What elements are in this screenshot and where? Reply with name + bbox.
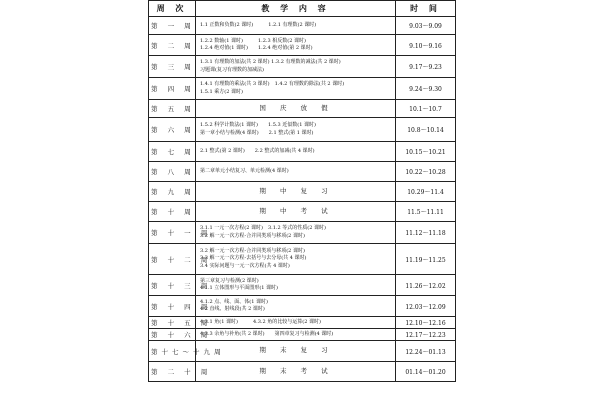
content-cell: [196, 182, 396, 202]
week-cell: 第 十 六 周: [149, 329, 196, 341]
content-line: 期 末 考 试: [259, 366, 334, 375]
content-line: 第三章复习与检测(2 课时): [200, 277, 259, 284]
time-cell: 9.10～9.16: [396, 35, 456, 56]
week-cell: 第 一 周: [149, 17, 196, 35]
content-line: 3.1.1 一元一次方程(2 课时) 3.1.2 等式的性质(2 课时): [200, 225, 326, 231]
time-cell: 10.22～10.28: [396, 162, 456, 182]
content-line: 1.2.4 绝对值(1 课时) 1.2.4 绝对值(第 2 课时): [200, 45, 313, 51]
schedule-sheet: [148, 0, 455, 400]
table-row: [149, 56, 456, 78]
content-line: 1.2.2 数轴(1 课时) 1.2.3 相反数(2 课时): [200, 37, 306, 44]
time-cell: 9.24～9.30: [396, 78, 456, 100]
time-cell: 11.26～12.02: [396, 275, 456, 296]
week-cell: 第十七～十九周: [149, 341, 196, 362]
week-cell: 第 七 周: [149, 142, 196, 162]
time-cell: 10.8～10.14: [396, 118, 456, 142]
time-cell: 01.14～01.20: [396, 362, 456, 382]
content-line: 3.3 解一元一次方程-去括号与去分母(共 4 课时): [200, 255, 307, 262]
content-cell: [196, 275, 396, 296]
content-cell: [196, 162, 396, 182]
content-line: 4.3.3 余角与补角(共 2 课时) 第四章复习与检测(4 课时): [200, 330, 334, 337]
time-cell: 12.24～01.13: [396, 341, 456, 362]
table-row: [149, 244, 456, 275]
table-row: [149, 100, 456, 118]
table-row: [149, 17, 456, 35]
week-cell: 第 十 一 周: [149, 222, 196, 244]
content-header: 教 学 内 容: [196, 1, 396, 17]
table-row: [149, 202, 456, 222]
time-cell: 12.17～12.23: [396, 329, 456, 341]
content-line: 4.1.2 点、线、面、体(1 课时): [200, 298, 268, 305]
table-row: [149, 329, 456, 341]
content-cell: [196, 296, 396, 317]
content-line: 4.1.1 立体图形与平面图形(1 课时): [200, 285, 278, 291]
content-line: 习题课(复习有理数的加减法): [200, 66, 264, 73]
content-cell: [196, 362, 396, 382]
content-line: 1.4.1 有理数的乘法(共 3 课时) 1.4.2 有理数的除法(共 2 课时): [200, 81, 345, 87]
table-row: [149, 78, 456, 100]
time-header: 时 间: [396, 1, 456, 17]
content-line: 期 中 复 习: [259, 186, 334, 195]
content-cell: [196, 341, 396, 362]
content-line: 2.1 整式(第 2 课时) 2.2 整式的加减(共 4 课时): [200, 147, 315, 154]
content-line: 4.2 直线、射线段(共 2 课时): [200, 306, 265, 312]
table-row: [149, 142, 456, 162]
header-row: [149, 1, 456, 17]
table-row: [149, 162, 456, 182]
content-line: 1.5.1 乘方(2 课时): [200, 88, 243, 95]
content-cell: [196, 317, 396, 329]
table-row: [149, 35, 456, 56]
time-cell: 10.1～10.7: [396, 100, 456, 118]
time-cell: 9.03～9.09: [396, 17, 456, 35]
time-cell: 10.15～10.21: [396, 142, 456, 162]
week-cell: 第 十 三 周: [149, 275, 196, 296]
content-cell: [196, 142, 396, 162]
week-cell: 第 二 周: [149, 35, 196, 56]
content-cell: [196, 202, 396, 222]
content-line: 期 末 复 习: [259, 346, 334, 355]
time-cell: 10.29～11.4: [396, 182, 456, 202]
content-cell: [196, 100, 396, 118]
time-cell: 11.19～11.25: [396, 244, 456, 275]
teaching-schedule-table: [148, 0, 456, 382]
table-row: [149, 362, 456, 382]
table-row: [149, 275, 456, 296]
content-cell: [196, 118, 396, 142]
table-row: [149, 341, 456, 362]
content-line: 第二章单元小结复习、单元检测(4 课时): [200, 167, 289, 174]
week-cell: 第 十 周: [149, 202, 196, 222]
content-line: 期 中 考 试: [259, 206, 334, 215]
week-cell: 第 八 周: [149, 162, 196, 182]
week-cell: 第 六 周: [149, 118, 196, 142]
week-cell: 第 二 十 周: [149, 362, 196, 382]
content-cell: [196, 35, 396, 56]
week-cell: 第 九 周: [149, 182, 196, 202]
content-line: 国 庆 放 假: [259, 103, 334, 112]
time-cell: 9.17～9.23: [396, 56, 456, 78]
table-row: [149, 296, 456, 317]
content-line: 1.5.2 科学计数法(1 课时) 1.5.3 近似数(1 课时): [200, 122, 316, 128]
table-row: [149, 182, 456, 202]
time-cell: 12.10～12.16: [396, 317, 456, 329]
content-line: 1.1 正数和负数(2 课时) 1.2.1 有理数(2 课时): [200, 21, 317, 28]
content-cell: [196, 17, 396, 35]
content-cell: [196, 78, 396, 100]
content-line: 1.3.1 有理数的加法(共 2 课时) 1.3.2 有理数的减法(共 2 课时): [200, 59, 341, 65]
table-row: [149, 317, 456, 329]
week-cell: 第 五 周: [149, 100, 196, 118]
content-cell: [196, 56, 396, 78]
week-cell: 第 三 周: [149, 56, 196, 78]
week-cell: 第 十 二 周: [149, 244, 196, 275]
content-line: 第一章小结与检测(4 课时) 2.1 整式(第 1 课时): [200, 129, 314, 136]
content-cell: [196, 244, 396, 275]
week-cell: 第 十 五 周: [149, 317, 196, 329]
time-cell: 12.03～12.09: [396, 296, 456, 317]
content-cell: [196, 222, 396, 244]
time-cell: 11.5～11.11: [396, 202, 456, 222]
content-line: 4.3.1 角(1 课时) 4.3.2 角的比较与运算(2 课时): [200, 318, 321, 325]
content-line: 3.2 解一元一次方程-合并同类项与移项(2 课时): [200, 247, 305, 254]
content-line: 3.2 解一元一次方程-合并同类项与移项(2 课时): [200, 232, 305, 239]
week-cell: 第 十 四 周: [149, 296, 196, 317]
time-cell: 11.12～11.18: [396, 222, 456, 244]
content-line: 3.4 实际问题与一元一次方程(共 4 课时): [200, 262, 290, 269]
table-row: [149, 118, 456, 142]
week-header: 周 次: [149, 1, 196, 17]
week-cell: 第 四 周: [149, 78, 196, 100]
table-row: [149, 222, 456, 244]
content-cell: [196, 329, 396, 341]
